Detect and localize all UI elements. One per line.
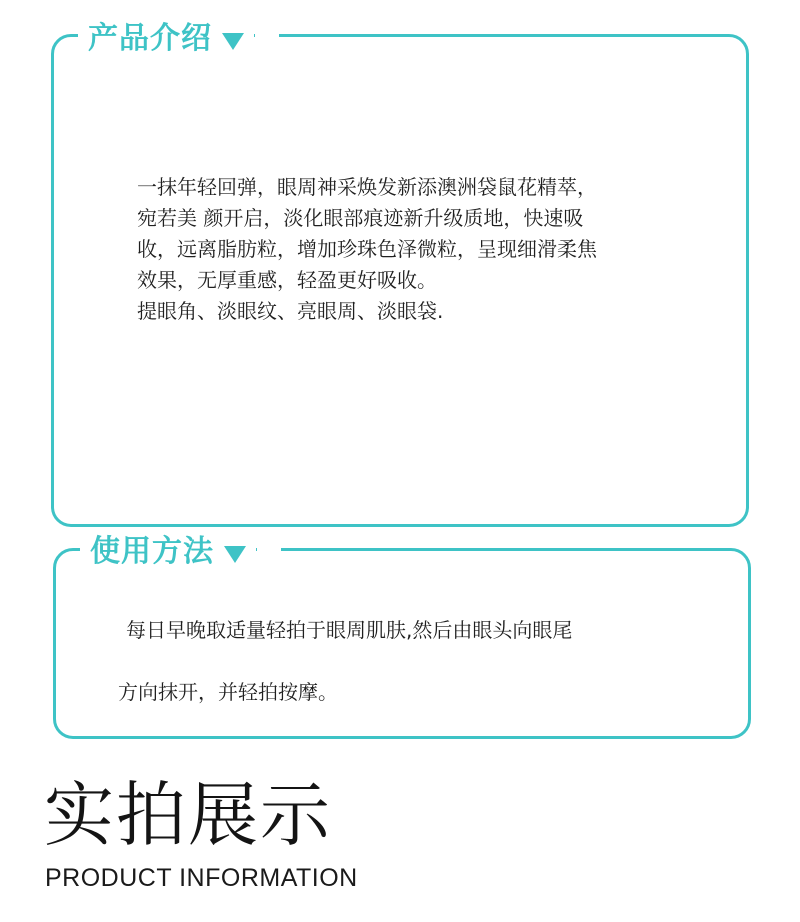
usage-title: 使用方法 bbox=[90, 534, 214, 569]
intro-line: 一抹年轻回弹，眼周神采焕发新添澳洲袋鼠花精萃， bbox=[137, 175, 597, 199]
product-intro-title: 产品介绍 bbox=[88, 21, 212, 56]
product-intro-header bbox=[78, 17, 254, 61]
usage-line: 每日早晚取适量轻拍于眼周肌肤,然后由眼头向眼尾 bbox=[126, 618, 573, 642]
intro-line: 收，远离脂肪粒，增加珍珠色泽微粒，呈现细滑柔焦 bbox=[137, 237, 597, 261]
product-intro-text bbox=[137, 172, 697, 327]
showcase-title: 实拍展示 bbox=[44, 774, 332, 856]
panel-border-gap bbox=[255, 29, 279, 39]
triangle-down-icon bbox=[222, 33, 244, 50]
usage-panel bbox=[53, 548, 751, 739]
intro-line: 提眼角、淡眼纹、亮眼周、淡眼袋. bbox=[137, 299, 444, 323]
triangle-down-icon bbox=[224, 546, 246, 563]
intro-line: 宛若美 颜开启，淡化眼部痕迹新升级质地，快速吸 bbox=[137, 206, 584, 230]
panel-border-gap bbox=[257, 543, 281, 553]
usage-header bbox=[80, 530, 256, 574]
usage-line: 方向抹开，并轻拍按摩。 bbox=[118, 680, 338, 704]
intro-line: 效果，无厚重感，轻盈更好吸收。 bbox=[137, 268, 437, 292]
showcase-subtitle: PRODUCT INFORMATION bbox=[45, 864, 358, 892]
